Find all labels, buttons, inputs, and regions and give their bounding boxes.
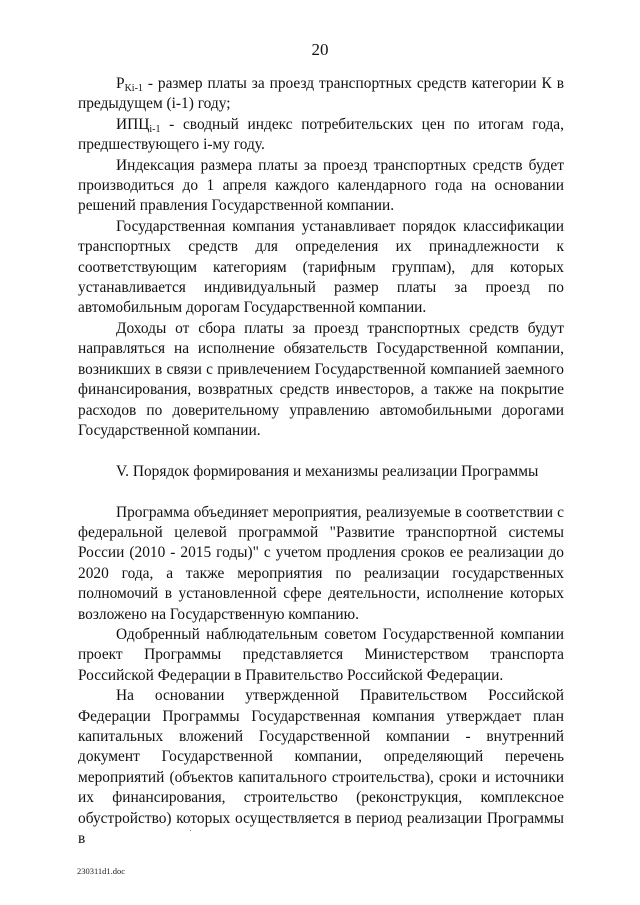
paragraph-indexation: Индексация размера платы за проезд транспортных средств будет производиться до 1 апреля каждого календарного года на основании решений правления Государственной компании.	[78, 156, 564, 215]
scan-speck	[190, 830, 191, 831]
spacer	[78, 482, 564, 502]
symbol-ipc: ИПЦ	[116, 115, 150, 133]
paragraph-ipc-definition	[78, 115, 564, 156]
paragraph-classification: Государственная компания устанавливает порядок классификации транспортных средств для определения их принадлежности к соответствующим категориям (тарифным группам), для которых устанавливается индивидуальный размер платы за проезд по автомобильным дорогам Государственной компании.	[78, 217, 564, 317]
paragraph-capital-plan: На основании утвержденной Правительством Российской Федерации Программы Государственная компания утверждает план капитальных вложений Государственной компании - внутренний документ Государственной компании, определяющий перечень мероприятий (объектов капитального строительства), сроки и источники их финансирования, строительство (реконструкция, комплексное обустройство) которых осуществляется в период реализации Программы в	[78, 687, 564, 847]
symbol-subscript: i-1	[149, 123, 161, 135]
spacer	[78, 441, 564, 461]
paragraph-text: - размер платы за проезд транспортных средств категории К в предыдущем (i-1) году;	[78, 75, 564, 113]
paragraph-text: - сводный индекс потребительских цен по итогам года, предшествующего i-му году.	[78, 115, 564, 154]
section-heading: V. Порядок формирования и механизмы реализации Программы	[116, 462, 539, 480]
paragraph-revenue: Доходы от сбора платы за проезд транспортных средств будут направляться на исполнение обязательств Государственной компании, возникших в связи с привлечением Государственной компанией заемного финансирования, возвратных средств инвесторов, а также на покрытие расходов по доверительному управлению автомобильными дорогами Государственной компании.	[78, 319, 564, 439]
symbol-subscript: Ki-1	[124, 83, 143, 94]
paragraph-pki-definition	[78, 74, 564, 115]
page-number: 20	[311, 40, 329, 59]
footer-filename: 230311d1.doc	[77, 866, 126, 876]
document-body	[78, 74, 564, 849]
symbol-p: P	[116, 75, 125, 92]
paragraph-program-approval: Одобренный наблюдательным советом Государственной компании проект Программы представляется Министерством транспорта Российской Федерации в Правительство Российской Федерации.	[78, 625, 564, 684]
paragraph-program-scope: Программа объединяет мероприятия, реализуемые в соответствии с федеральной целевой программой "Развитие транспортной системы России (2010 - 2015 годы)" с учетом продления сроков ее реализации до 2020 года, а также мероприятия по реализации государственных полномочий в установленной сфере деятельности, исполнение которых возложено на Государственную компанию.	[78, 503, 564, 623]
